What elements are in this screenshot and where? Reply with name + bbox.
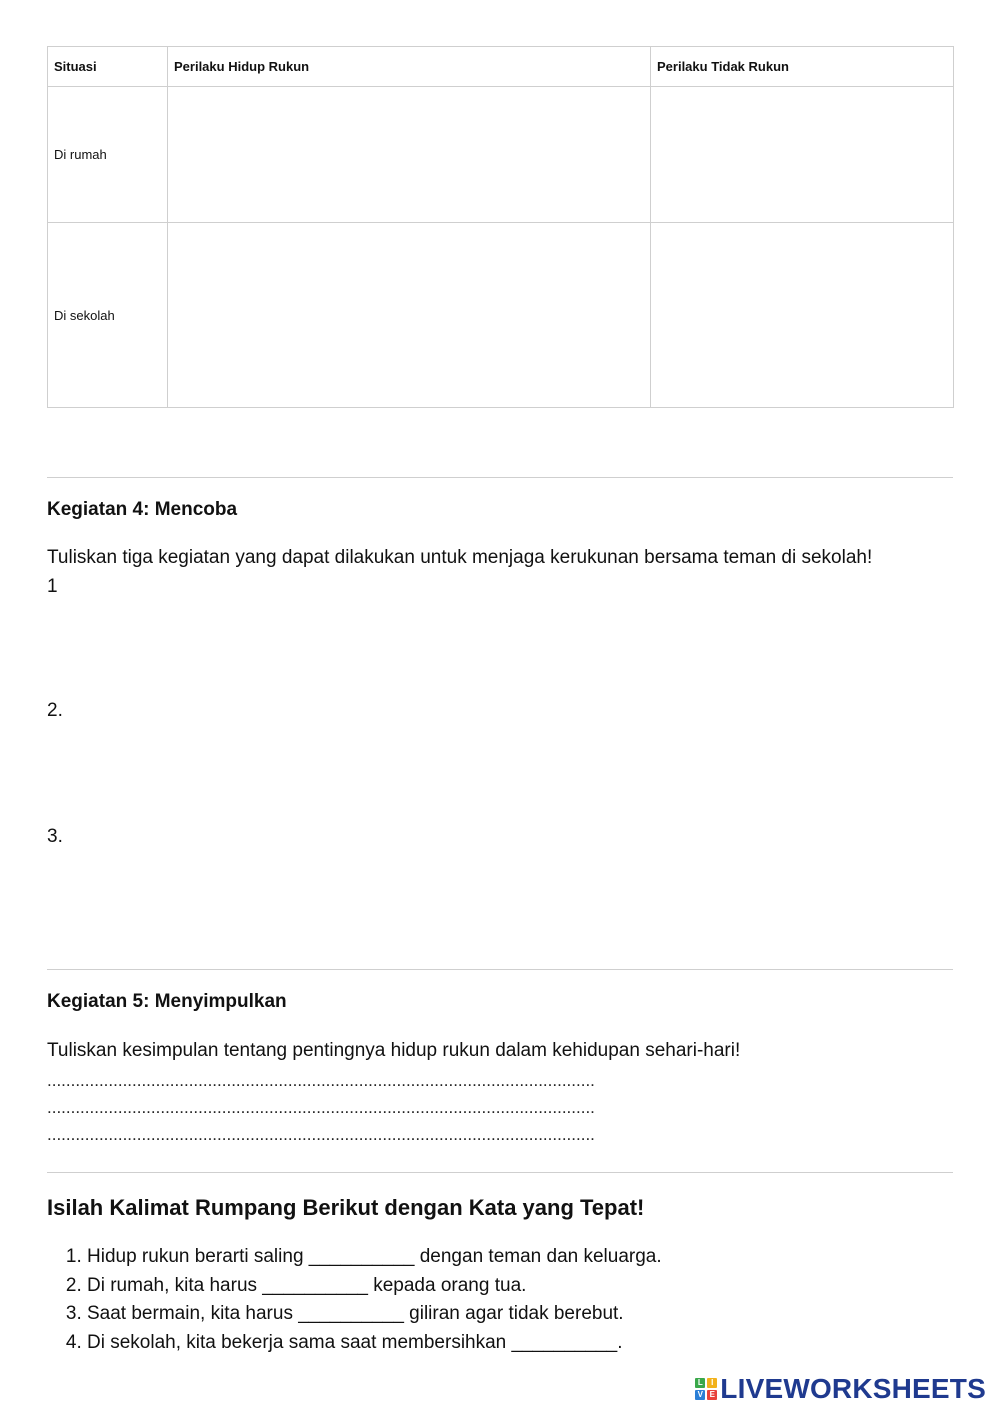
isian-title: Isilah Kalimat Rumpang Berikut dengan Kata yang Tepat! [47,1195,645,1220]
isian-list-wrapper [47,1243,953,1357]
header-perilaku-hidup-rukun: Perilaku Hidup Rukun [168,47,651,87]
kegiatan4-item-1: 1 [47,576,58,597]
kegiatan5-answer-lines [47,1067,697,1148]
situasi-table [47,46,954,408]
logo-tile: V [695,1390,705,1400]
brand-name: LIVEWORKSHEETS [720,1373,986,1404]
cell-hidup-rukun-di-sekolah[interactable] [168,223,651,408]
header-perilaku-tidak-rukun: Perilaku Tidak Rukun [651,47,954,87]
kegiatan4-instruction: Tuliskan tiga kegiatan yang dapat dilakukan untuk menjaga kerukunan bersama teman di sekolah! [47,547,873,568]
divider [47,477,953,478]
kegiatan4-item-2: 2. [47,700,63,721]
logo-tile: L [695,1378,705,1388]
list-item: 2. Di rumah, kita harus __________ kepada orang tua. [87,1272,953,1301]
logo-tile: E [707,1390,717,1400]
logo-tile: I [707,1378,717,1388]
divider [47,969,953,970]
cell-situasi-di-sekolah: Di sekolah [48,223,168,408]
liveworksheets-logo[interactable] [695,1373,986,1405]
dot-line[interactable]: .................................................................................................................... [47,1071,595,1090]
list-item: 3. Saat bermain, kita harus __________ giliran agar tidak berebut. [87,1300,953,1329]
divider [47,1172,953,1173]
kegiatan5-title: Kegiatan 5: Menyimpulkan [47,991,287,1012]
cell-hidup-rukun-di-rumah[interactable] [168,87,651,223]
isian-list [47,1243,953,1357]
dot-line[interactable]: .................................................................................................................... [47,1098,595,1117]
dot-line[interactable]: .................................................................................................................... [47,1125,595,1144]
kegiatan4-item-3: 3. [47,826,63,847]
table-row [48,223,954,408]
worksheet-page [47,46,953,408]
cell-tidak-rukun-di-sekolah[interactable] [651,223,954,408]
cell-situasi-di-rumah: Di rumah [48,87,168,223]
list-item: 4. Di sekolah, kita bekerja sama saat membersihkan __________. [87,1329,953,1358]
cell-tidak-rukun-di-rumah[interactable] [651,87,954,223]
table-row [48,87,954,223]
kegiatan4-title: Kegiatan 4: Mencoba [47,499,238,520]
logo-tiles-icon [695,1378,717,1400]
table-header-row [48,47,954,87]
kegiatan5-instruction: Tuliskan kesimpulan tentang pentingnya hidup rukun dalam kehidupan sehari-hari! [47,1040,741,1061]
list-item: 1. Hidup rukun berarti saling __________ dengan teman dan keluarga. [87,1243,953,1272]
header-situasi: Situasi [48,47,168,87]
